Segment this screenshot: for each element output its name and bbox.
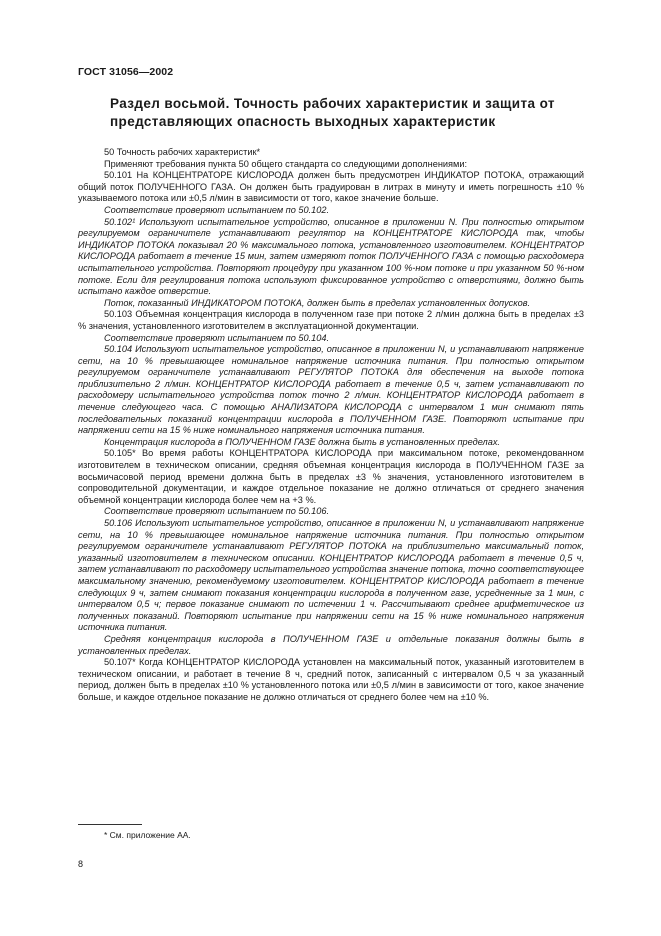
compliance-50-102: Соответствие проверяют испытанием по 50.102. xyxy=(104,204,330,215)
paragraph-intro: Применяют требования пункта 50 общего стандарта со следующими дополнениями: xyxy=(104,158,468,169)
requirement-average-concentration: Средняя концентрация кислорода в ПОЛУЧЕННОМ ГАЗЕ и отдельные показания должны быть в установленных пределах. xyxy=(78,633,584,656)
paragraph-50-104: 50.104 Используют испытательное устройство, описанное в приложении N, и устанавливают напряжение сети, на 10 % превышающее номинальное напряжение источника питания. При полностью открытом регулируемом ограничителе устанавливают РЕГУЛЯТОР ПОТОКА для обеспечения на выходе потока приблизительно 2 л/мин. КОНЦЕНТРАТОР КИСЛОРОДА работает в течение 0,5 ч, затем устанавливают по расходомеру испытательного устройства поток точно 2 л/мин. КОНЦЕНТРАТОР КИСЛОРОДА работает в течение следующего часа. С помощью АНАЛИЗАТОРА КИСЛОРОДА с интервалом 1 мин снимают пять последовательных показаний концентрации кислорода в ПОЛУЧЕННОМ ГАЗЕ. Повторяют испытание при напряжении сети на 15 % ниже номинального напряжения источника питания. xyxy=(78,344,584,436)
paragraph-50-heading: 50 Точность рабочих характеристик* xyxy=(104,147,261,157)
footnote: * См. приложение АА. xyxy=(104,830,191,840)
footnote-divider xyxy=(78,824,142,825)
requirement-oxygen-concentration: Концентрация кислорода в ПОЛУЧЕННОМ ГАЗЕ должна быть в установленных пределах. xyxy=(104,436,500,447)
compliance-50-106: Соответствие проверяют испытанием по 50.106. xyxy=(104,506,330,517)
paragraph-50-102: 50.102¹ Используют испытательное устройство, описанное в приложении N. При полностью открытом регулируемом ограничителе устанавливают регулятор на КОНЦЕНТРАТОРЕ КИСЛОРОДА так, чтобы ИНДИКАТОР ПОТОКА показывал 20 % максимального потока, установленного изготовителем. КОНЦЕНТРАТОР КИСЛОРОДА работает в течение 15 мин, затем измеряют поток ПОЛУЧЕННОГО ГАЗА с помощью расходомера испытательного устройства. Повторяют процедуру при указанном 100 %-ном потоке и при указанном 50 %-ном потоке. Если для регулирования потока используют фиксированное устройство с отверстиями, должно быть испытано каждое отверстие. xyxy=(78,216,584,297)
page-number: 8 xyxy=(78,859,84,869)
paragraph-50-106: 50.106 Используют испытательное устройство, описанное в приложении N, и устанавливают напряжение сети, на 10 % превышающее номинальное напряжение источника питания. При полностью открытом регулируемом ограничителе устанавливают РЕГУЛЯТОР ПОТОКА на приблизительно максимальный поток, указанный изготовителем в техническом описании. КОНЦЕНТРАТОР КИСЛОРОДА работает в течение 0,5 ч, затем устанавливают по расходомеру испытательного устройства значение потока, точно соответствующее максимальному значению, рекомендуемому изготовителем. КОНЦЕНТРАТОР КИСЛОРОДА работает в течение следующих 9 ч, затем снимают показания концентрации кислорода в полученном газе, усредненные за 1 мин, с интервалом 0,5 ч; первое показание снимают по истечении 1 ч. Рассчитывают среднее арифметическое из полученных показаний. Повторяют испытание при напряжении сети на 15 % ниже номинального напряжения источника питания. xyxy=(78,518,584,633)
requirement-flow-indicator: Поток, показанный ИНДИКАТОРОМ ПОТОКА, должен быть в пределах установленных допусков. xyxy=(104,297,531,308)
compliance-50-104: Соответствие проверяют испытанием по 50.104. xyxy=(104,332,330,343)
doc-header: ГОСТ 31056—2002 xyxy=(78,66,174,78)
paragraph-50-105: 50.105* Во время работы КОНЦЕНТРАТОРА КИСЛОРОДА при максимальном потоке, рекомендованном изготовителем в техническом описании, средняя объемная концентрация кислорода в ПОЛУЧЕННОМ ГАЗЕ за восьмичасовой период времени должна быть в пределах ±3 % значения, установленного изготовителем в сопроводительной документации, и каждое отдельное показание не должно отличаться от среднего значения объемной концентрации кислорода более чем на +3 %. xyxy=(78,448,584,505)
document-body xyxy=(78,147,584,704)
paragraph-50-103: 50.103 Объемная концентрация кислорода в полученном газе при потоке 2 л/мин должна быть в пределах ±3 % значения, установленного изготовителем в эксплуатационной документации. xyxy=(78,309,584,331)
paragraph-50-107: 50.107* Когда КОНЦЕНТРАТОР КИСЛОРОДА установлен на максимальный поток, указанный изготовителем в техническом описании, и работает в течение 8 ч, средний поток, записанный с интервалом 0,5 ч за указанный период, должен быть в пределах ±10 % установленного потока или ±0,5 л/мин в зависимости от того, какое значение больше, и каждое отдельное показание не должно отличаться от среднего более чем на ±10 %. xyxy=(78,657,584,702)
section-title: Раздел восьмой. Точность рабочих характеристик и защита от представляющих опасность выходных характеристик xyxy=(110,96,555,129)
paragraph-50-101: 50.101 На КОНЦЕНТРАТОРЕ КИСЛОРОДА должен быть предусмотрен ИНДИКАТОР ПОТОКА, отражающий общий поток ПОЛУЧЕННОГО ГАЗА. Он должен быть градуирован в литрах в минуту и иметь погрешность ±10 % указываемого потока или ±0,5 л/мин в зависимости от того, какое значение больше. xyxy=(78,170,584,204)
